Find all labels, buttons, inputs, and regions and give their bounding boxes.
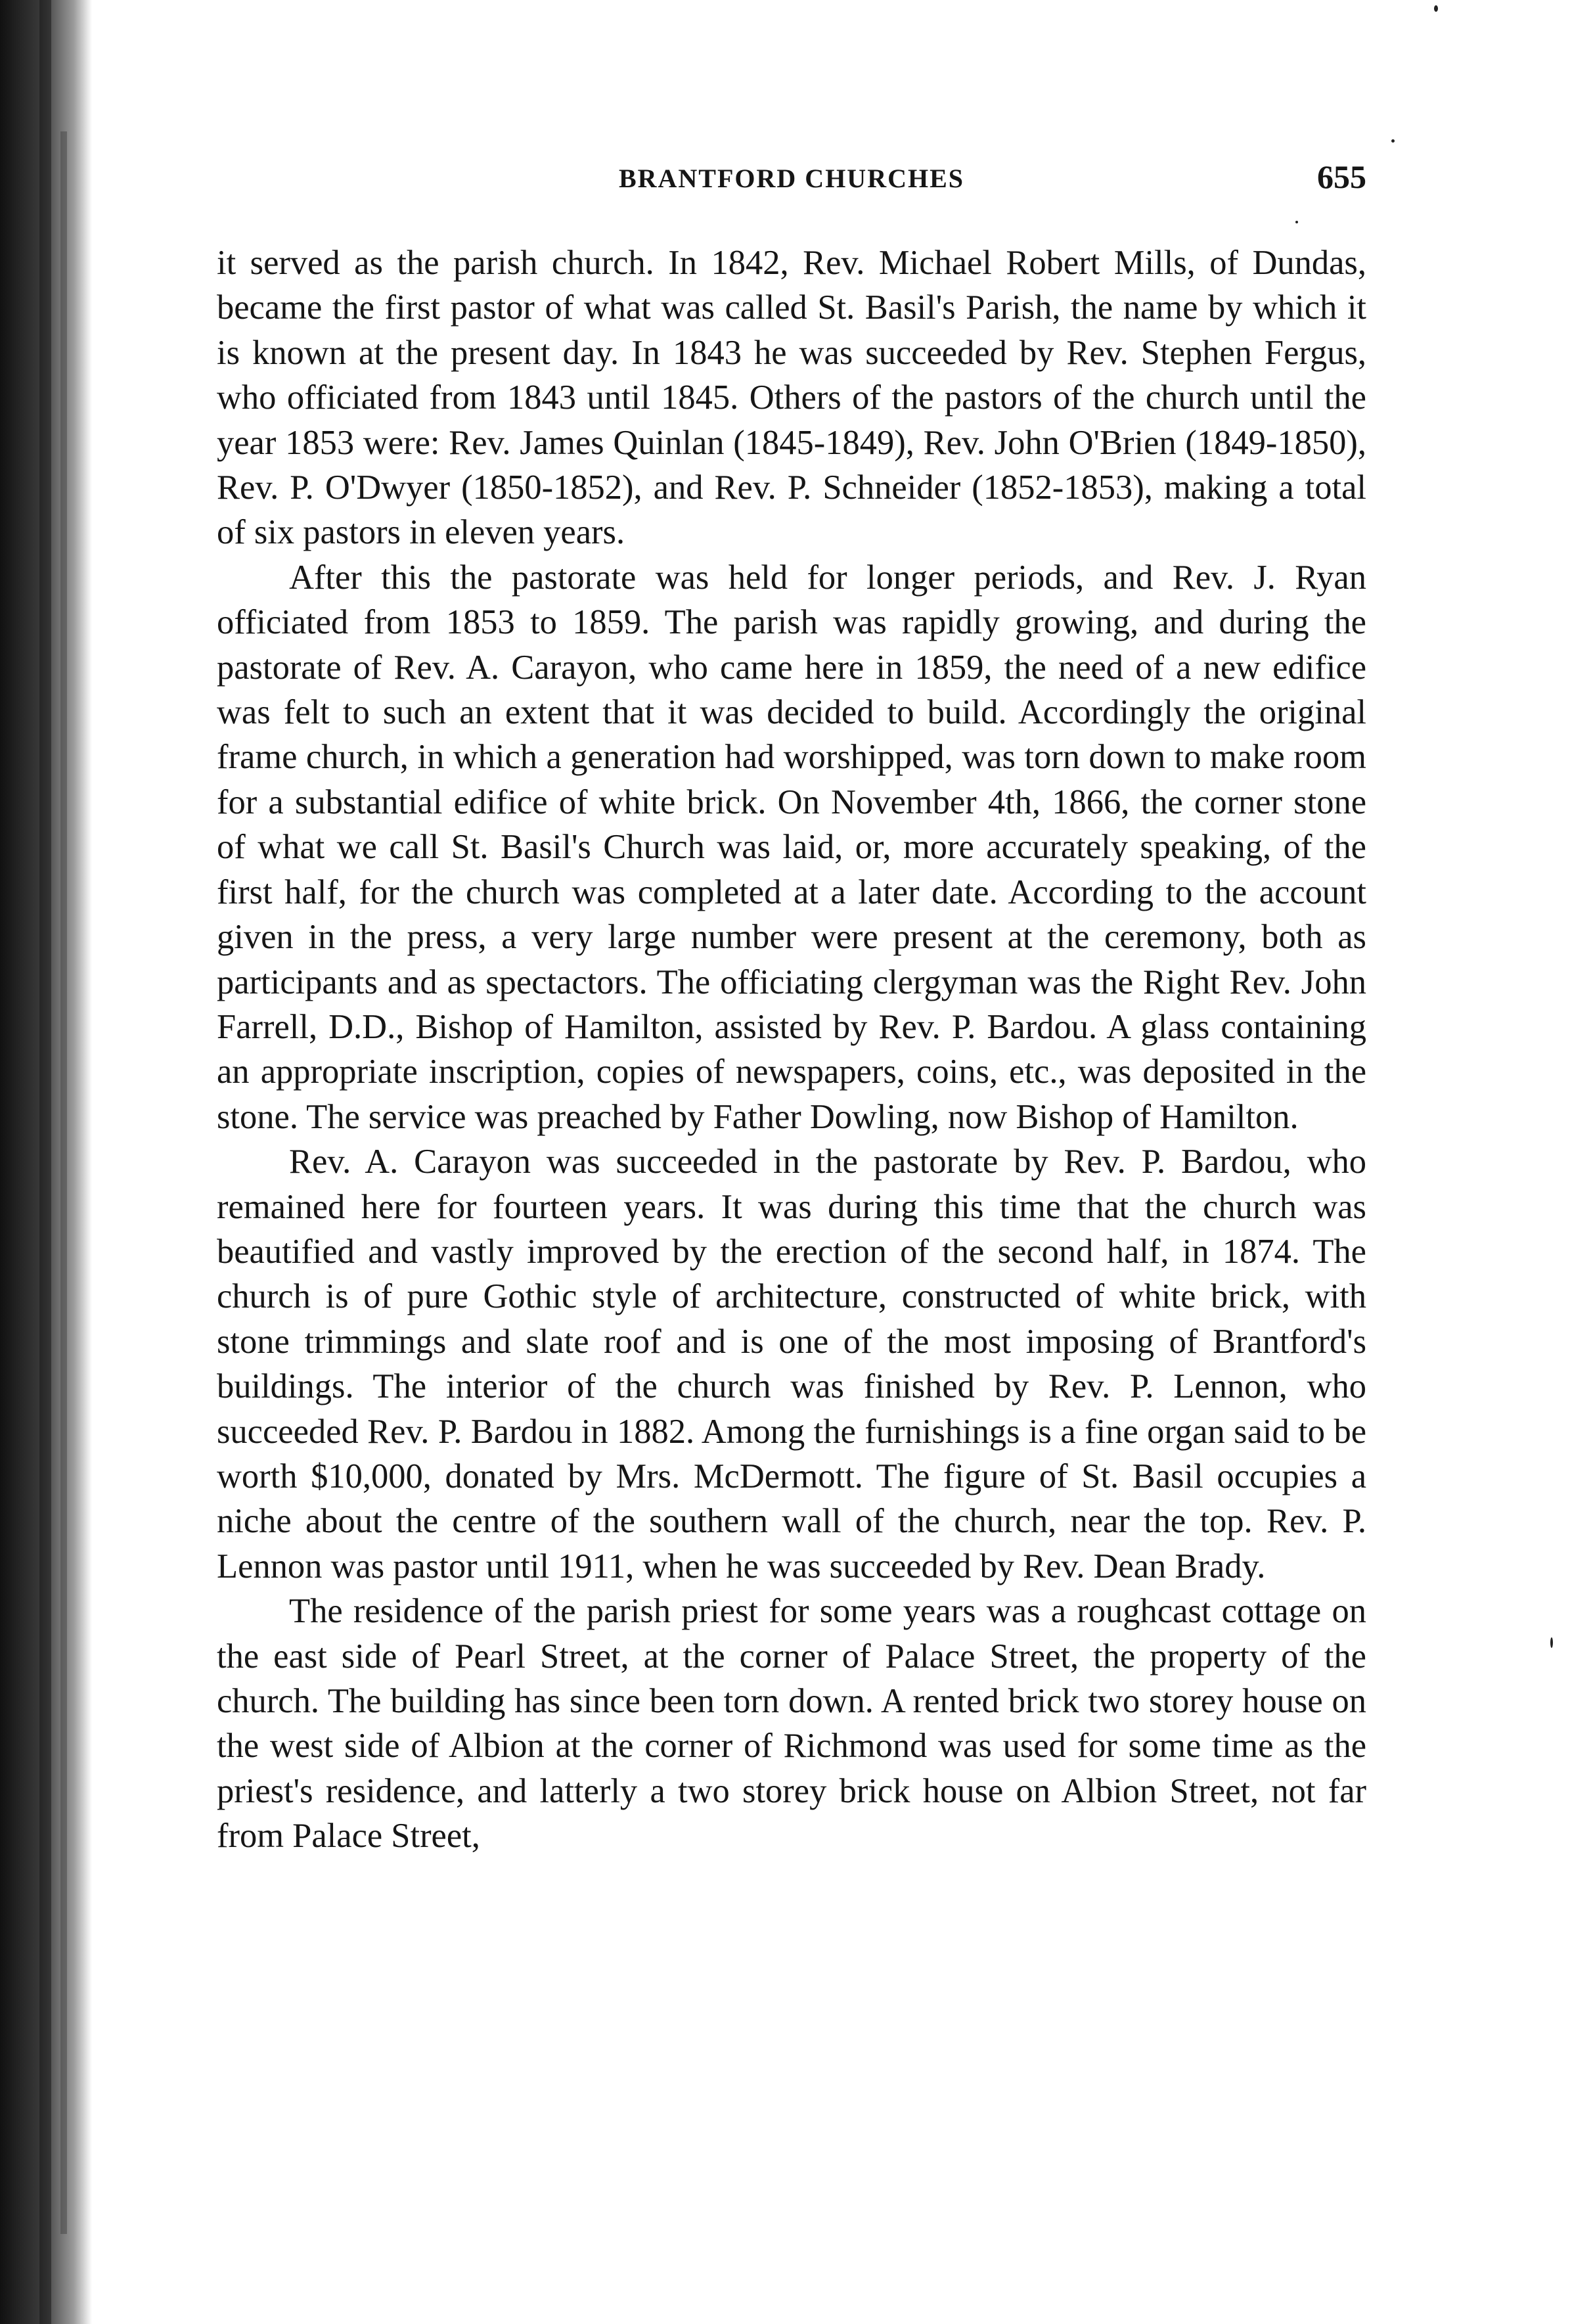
body-text: [217, 240, 1366, 1859]
scan-speck: [1391, 139, 1395, 143]
paragraph-3: Rev. A. Carayon was succeeded in the pastorate by Rev. P. Bardou, who remained here for fourteen years. It was during this time that the church was beautified and vastly improved by the erection of the second half, in 1874. The church is of pure Gothic style of architecture, constructed of white brick, with stone trimmings and slate roof and is one of the most imposing of Brantford's buildings. The interior of the church was finished by Rev. P. Lennon, who succeeded Rev. P. Bardou in 1882. Among the furnishings is a fine organ said to be worth $10,000, donated by Mrs. McDermott. The figure of St. Basil occupies a niche about the centre of the southern wall of the church, near the top. Rev. P. Lennon was pastor until 1911, when he was succeeded by Rev. Dean Brady.: [217, 1143, 1366, 1585]
running-head: [217, 151, 1366, 204]
scan-speck: [1434, 5, 1438, 12]
paragraph-4: The residence of the parish priest for some years was a roughcast cottage on the east side of Pearl Street, at the corner of Palace Street, the property of the church. The building has since been torn down. A rented brick two storey house on the west side of Albion at the corner of Richmond was used for some time as the priest's residence, and latterly a two storey brick house on Albion Street, not far from Palace Street,: [217, 1592, 1366, 1856]
page-number: 655: [1317, 158, 1366, 195]
paragraph-2: After this the pastorate was held for longer periods, and Rev. J. Ryan officiated from 1853 to 1859. The parish was rapidly growing, and during the pastorate of Rev. A. Carayon, who came here in 1859, the need of a new edifice was felt to such an extent that it was decided to build. Accordingly the original frame church, in which a generation had worshipped, was torn down to make room for a substantial edifice of white brick. On November 4th, 1866, the corner stone of what we call St. Basil's Church was laid, or, more accurately speaking, of the first half, for the church was completed at a later date. According to the account given in the press, a very large number were present at the ceremony, both as participants and as spectactors. The officiating clergyman was the Right Rev. John Farrell, D.D., Bishop of Hamilton, assisted by Rev. P. Bardou. A glass containing an appropriate inscription, copies of newspapers, coins, etc., was deposited in the stone. The service was preached by Father Dowling, now Bishop of Hamilton.: [217, 558, 1366, 1136]
running-title: BRANTFORD CHURCHES: [618, 164, 965, 193]
scanned-binding-edge: [0, 0, 92, 2324]
book-page: [217, 151, 1366, 1859]
paragraph-1: it served as the parish church. In 1842, Rev. Michael Robert Mills, of Dundas, became the first pastor of what was called St. Basil's Parish, the name by which it is known at the present day. In 1843 he was succeeded by Rev. Stephen Fergus, who officiated from 1843 until 1845. Others of the pastors of the church until the year 1853 were: Rev. James Quinlan (1845-1849), Rev. John O'Brien (1849-1850), Rev. P. O'Dwyer (1850-1852), and Rev. P. Schneider (1852-1853), making a total of six pastors in eleven years.: [217, 244, 1366, 552]
scan-speck: [1550, 1637, 1553, 1648]
scan-speck: [1295, 221, 1298, 223]
